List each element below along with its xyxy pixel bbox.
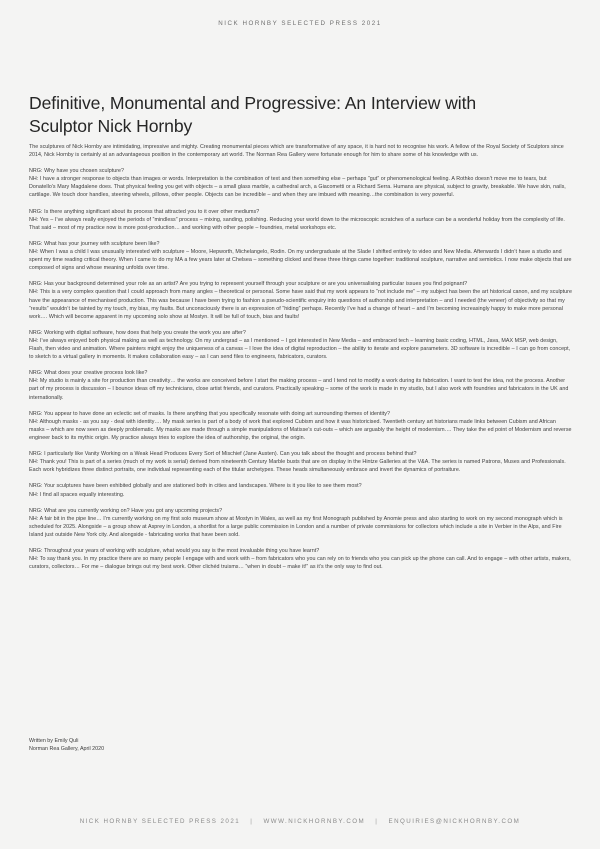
qa-block	[29, 280, 572, 320]
qa-question: NRG: What does your creative process look like?	[29, 370, 148, 377]
qa-answer: NH: When I was a child I was unusually interested with sculpture – Moore, Hepworth, Michelangelo, Rodin. On my undergraduate at the Slade I shifted entirely to video and New Media. Afterwards I didn’t have a studio and spent my time reading critical theory. When I came to do my MA a few years later at Chelsea – something clicked and these three things came together: traditional sculpture, narrative and semiotics. I now make objects that are composed of signs and whose meaning unfolds over time.	[29, 249, 572, 272]
qa-block	[29, 507, 572, 539]
running-head: NICK HORNBY SELECTED PRESS 2021	[218, 20, 382, 27]
qa-block	[29, 482, 572, 498]
qa-answer: NH: Thank you! This is part of a series (much of my work is serial) derived from nineteenth Century Marble busts that are on display in the Hintze Galleries at the V&A. The series is named Patrons, Muses and Professionals. Each work hybridizes three distinct portraits, one individual representing each of the titular archetypes. These heads simultaneously embrace and invert the dynamics of portraiture.	[29, 459, 566, 474]
article-body	[29, 143, 572, 579]
byline-block	[29, 737, 104, 753]
byline-author: Written by Emily Quli	[29, 738, 79, 744]
intro-paragraph: The sculptures of Nick Hornby are intimidating, impressive and mighty. Creating monumental pieces which are transformative of any space, it is hard not to recognise his work. A fellow of the Royal Society of Sculptors since 2014, Nick Hornby is certainly at an advantageous position in the contemporary art world. The Norman Rea Gallery were fortunate enough for him to share some of his knowledge with us.	[29, 144, 564, 159]
qa-question: NRG: Is there anything significant about its process that attracted you to it over other mediums?	[29, 208, 260, 215]
qa-answer: NH: My studio is mainly a site for production than creativity… the works are conceived before I start the making process – and I tend not to modify a work during its fabrication. I want to test the idea, not the process. Another part of my process is discussion – I bounce ideas off my technicians, close artist friends, and curators. Practically speaking – some of the work is made in my studio, but I also work with foundries and fabricators in the UK and internationally.	[29, 378, 569, 401]
qa-block	[29, 410, 572, 442]
qa-block	[29, 329, 572, 361]
qa-question: NRG: Working with digital software, how does that help you create the work you are after?	[29, 329, 246, 336]
qa-list	[29, 167, 572, 571]
qa-answer: NH: A fair bit in the pipe line… I’m currently working on my first solo museum show at Mostyn in Wales, as well as my first Monograph published by Anomie press and also starting to work on my second monograph which is scheduled for 2025. Alongside – a group show at Asprey in London, a shortlist for a large public commission in London and a number of private commissions for collectors which include a site in Verbier in the Alps, and Fire Island just outside New York city. And alongside - fabricating works that have been sold.	[29, 515, 563, 538]
byline-publication: Norman Rea Gallery, April 2020	[29, 746, 105, 753]
qa-question: NRG: Your sculptures have been exhibited globally and are stationed both in cities and landscapes. Where is it you like to see them most?	[29, 483, 362, 490]
page-footer	[0, 818, 600, 825]
page-header	[0, 20, 600, 27]
page-title: Definitive, Monumental and Progressive: An Interview with Sculptor Nick Hornby	[29, 92, 477, 136]
qa-question: NRG: I particularly like Vanity Working on a Weak Head Produces Every Sort of Mischief (Jane Austen). Can you talk about the thought and process behind that?	[29, 451, 417, 458]
qa-block	[29, 240, 572, 272]
footer-website[interactable]: WWW.NICKHORNBY.COM	[263, 818, 366, 825]
footer-line	[0, 818, 600, 825]
qa-block	[29, 208, 572, 232]
footer-email[interactable]: ENQUIRIES@NICKHORNBY.COM	[388, 818, 521, 825]
qa-answer: NH: This is a very complex question that I could approach from many angles – theoretical or personal. Some have said that my work appears to “not include me” – my subject has been the art historical canon, and my sculpture have the appearance of mechanised production. This was because I have been trying to fashion a pseudo-scientific enquiry into questions of authorship and interpretation – and I needed (the veneer) of objectivity so that my “results” wouldn’t be tainted by my touch, my bias, my faults. But unconsciously there is an expression of “hiding” perhaps. Recently I’ve had a change of heart – and I’m becoming increasingly happy to make more personal work…. Which will become apparent in my upcoming solo show at Mostyn. It will be full of touch, bias and faults!	[29, 289, 572, 320]
qa-question: NRG: You appear to have done an eclectic set of masks. Is there anything that you specifically resonate with doing art surrounding themes of identity?	[29, 410, 390, 417]
footer-separator-1: |	[250, 818, 254, 825]
qa-block	[29, 547, 572, 571]
qa-question: NRG: What are you currently working on? Have you got any upcoming projects?	[29, 507, 223, 514]
qa-question: NRG: Has your background determined your role as an artist? Are you trying to represent yourself through your sculpture or are you universalising particular issues you find poignant?	[29, 281, 468, 288]
footer-separator-2: |	[375, 818, 379, 825]
qa-block	[29, 369, 572, 401]
qa-answer: NH: Although masks - as you say - deal with identity…. My mask series is part of a body of work that explored Cubism and how it was historicised. Twentieth century art historians made links between Cubism and African masks – which are now seen as deeply problematic. My masks are made through a simple manipulations of Matisse’s cut-outs – which are arguably the height of modernism…. They take the ed point of Modernism and reverse engineer back to its mythic origin. My practice always tries to explore the idea of authorship, the original, the origin.	[29, 418, 572, 441]
qa-block	[29, 450, 572, 474]
qa-block	[29, 167, 572, 199]
qa-answer: NH: I’ve always enjoyed both physical making as well as technology. On my undergrad – as I mentioned – I got interested in New Media – and embraced tech – learning basic coding, HTML, Java, MAX MSP, web design, Flash, then video and animation. Where painters might enjoy the uniqueness of a canvas – I love the idea of digital reproduction – the ability to iterate and explore parameters. 3D software is incredible – I can go from concept, to sketch to a virtual gallery in moments. It makes collaboration easy – as I can send files to engineers, fabricators, curators.	[29, 337, 571, 361]
qa-answer: NH: Yes – I’ve always really enjoyed the periods of “mindless” process – mixing, sanding, polishing. Reducing your world down to the microscopic scratches of a surface can be a wonderful holiday from the complexity of life. That said – most of my practice now is more post-production… and working with other people – foundries, metal workshops etc.	[29, 216, 565, 231]
footer-press: NICK HORNBY SELECTED PRESS 2021	[79, 818, 241, 825]
qa-answer: NH: To say thank you. In my practice there are so many people I engage with and work with – from fabricators who you can rely on to friends who you can pick up the phone can call. And to engage – with other artists, makers, curators, collectors… For me – dialogue brings out my best work. Other clichéd truisms… “when in doubt – make it!” as it’s the only way to find out.	[29, 556, 571, 571]
qa-question: NRG: Why have you chosen sculpture?	[29, 168, 125, 175]
qa-question: NRG: What has your journey with sculpture been like?	[29, 240, 160, 247]
qa-answer: NH: I find all spaces equally interesting.	[29, 491, 125, 498]
qa-answer: NH: I have a stronger response to objects than images or words. Interpretation is the combination of text and then something else – perhaps “gut” or phenomenological feeling. A Rothko doesn’t move me to tears, but Donatello’s Mary Magdalene does. That physical feeling you get with objects – a small glass marble, a cathedral arch, a Giacometti or a Richard Serra. Humans are physical, subject to gravity, breakable. We have skin, nails, cartilage. We touch door handles, steering wheels, pillows, other people. Objects can be incredible – and when they are imbued with meaning…the combination is very powerful.	[29, 176, 566, 199]
qa-question: NRG: Throughout your years of working with sculpture, what would you say is the most invaluable thing you have learnt?	[29, 548, 320, 555]
